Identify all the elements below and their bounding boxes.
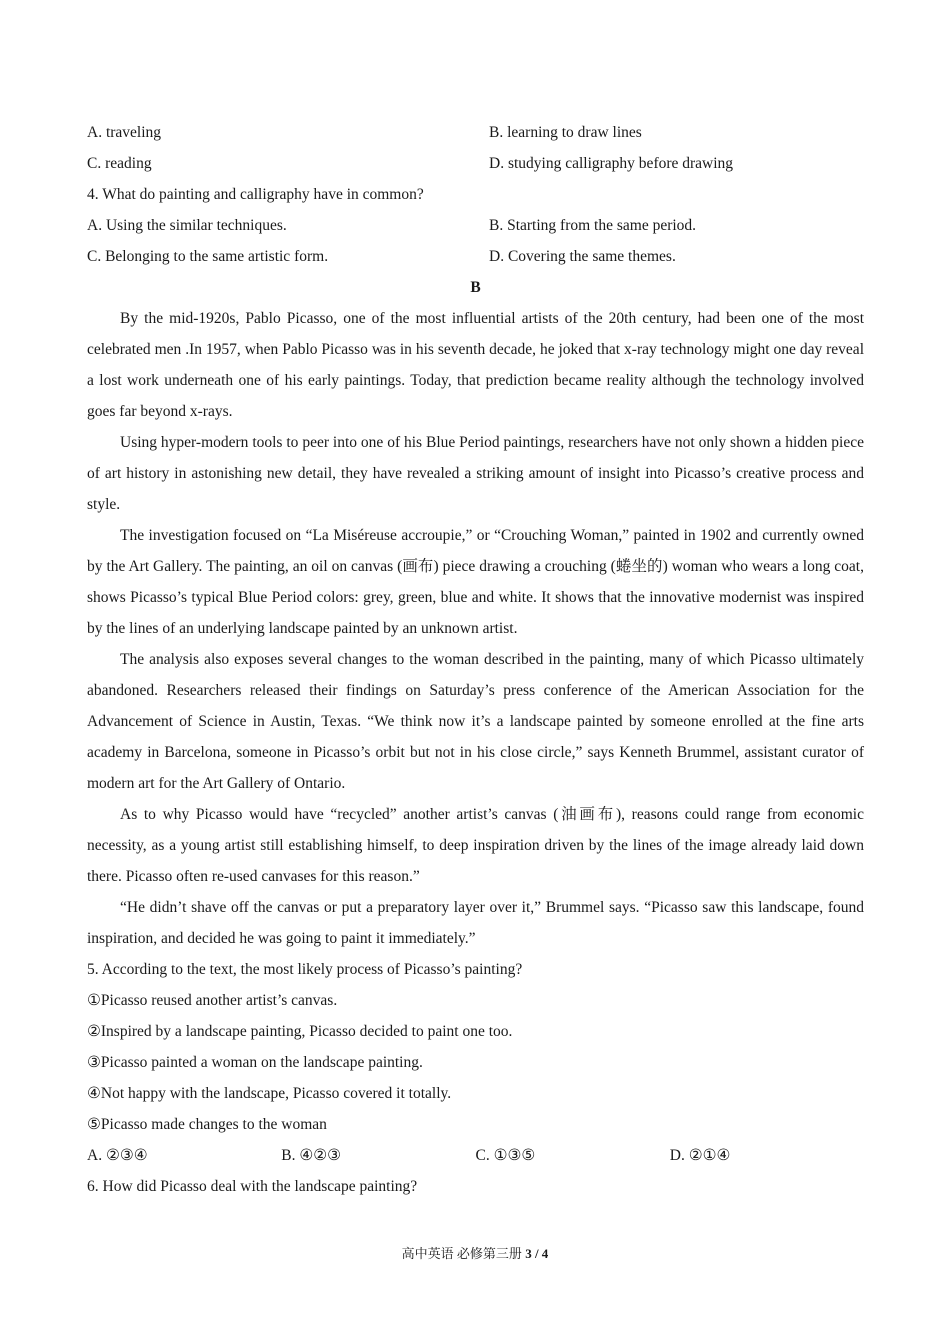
q5-option-a: A. ②③④ xyxy=(87,1147,148,1164)
q5-statement-4: ④Not happy with the landscape, Picasso covered it totally. xyxy=(87,1085,452,1102)
q4-options-row-2 xyxy=(87,241,864,272)
q4-option-a: A. Using the similar techniques. xyxy=(87,217,287,234)
q5-question: 5. According to the text, the most likely process of Picasso’s painting? xyxy=(87,961,523,978)
passage-paragraph-6: “He didn’t shave off the canvas or put a preparatory layer over it,” Brummel says. “Picasso saw this landscape, found inspiration, and decided he was going to paint it immediately.” xyxy=(87,899,864,947)
q5-options-row xyxy=(87,1140,864,1171)
footer-page-number: 3 / 4 xyxy=(525,1246,549,1261)
section-heading: B xyxy=(470,279,481,296)
footer-subject: 高中英语 必修第三册 xyxy=(401,1246,526,1261)
q5-statement-5: ⑤Picasso made changes to the woman xyxy=(87,1116,327,1133)
q4-options-row-1 xyxy=(87,210,864,241)
passage-paragraph-3: The investigation focused on “La Miséreuse accroupie,” or “Crouching Woman,” painted in 1902 and currently owned by the Art Gallery. The painting, an oil on canvas (画布) piece drawing a crouching (蜷坐的) woman who wears a long coat, shows Picasso’s typical Blue Period colors: grey, green, blue and white. It shows that the innovative modernist was inspired by the lines of an underlying landscape painted by an unknown artist. xyxy=(87,527,864,637)
document-body xyxy=(87,117,864,1202)
passage-paragraph-1: By the mid-1920s, Pablo Picasso, one of the most influential artists of the 20th century, had been one of the most celebrated men .In 1957, when Pablo Picasso was in his seventh decade, he joked that x-ray technology might one day reveal a lost work underneath one of his early paintings. Today, that prediction became reality although the technology involved goes far beyond x-rays. xyxy=(87,310,864,420)
q6-question: 6. How did Picasso deal with the landscape painting? xyxy=(87,1178,418,1195)
q4-option-d: D. Covering the same themes. xyxy=(489,248,676,265)
passage-paragraph-4: The analysis also exposes several changes to the woman described in the painting, many of which Picasso ultimately abandoned. Researchers released their findings on Saturday’s press conference of the American Association for the Advancement of Science in Austin, Texas. “We think now it’s a landscape painted by someone enrolled at the fine arts academy in Barcelona, someone in Picasso’s orbit but not in his close circle,” says Kenneth Brummel, assistant curator of modern art for the Art Gallery of Ontario. xyxy=(87,651,864,792)
q5-statement-3: ③Picasso painted a woman on the landscape painting. xyxy=(87,1054,423,1071)
passage-paragraph-2: Using hyper-modern tools to peer into one of his Blue Period paintings, researchers have not only shown a hidden piece of art history in astonishing new detail, they have revealed a striking amount of insight into Picasso’s creative process and style. xyxy=(87,434,864,513)
q3-option-b: B. learning to draw lines xyxy=(489,124,642,141)
q5-option-c: C. ①③⑤ xyxy=(475,1147,536,1164)
q4-option-c: C. Belonging to the same artistic form. xyxy=(87,248,329,265)
q5-option-b: B. ④②③ xyxy=(281,1147,342,1164)
q5-option-d: D. ②①④ xyxy=(669,1147,731,1164)
q3-option-a: A. traveling xyxy=(87,124,162,141)
q4-question: 4. What do painting and calligraphy have in common? xyxy=(87,186,424,203)
passage-paragraph-5: As to why Picasso would have “recycled” another artist’s canvas (油画布), reasons could range from economic necessity, as a young artist still establishing himself, to deep inspiration driven by the lines of the image already laid down there. Picasso often re-used canvases for this reason.” xyxy=(87,806,864,885)
q3-options-row-1 xyxy=(87,117,864,148)
q3-options-row-2 xyxy=(87,148,864,179)
q3-option-d: D. studying calligraphy before drawing xyxy=(489,155,734,172)
q3-option-c: C. reading xyxy=(87,155,152,172)
q5-statement-2: ②Inspired by a landscape painting, Picasso decided to paint one too. xyxy=(87,1023,513,1040)
page-footer xyxy=(0,1244,950,1264)
q4-option-b: B. Starting from the same period. xyxy=(489,217,697,234)
q5-statement-1: ①Picasso reused another artist’s canvas. xyxy=(87,992,338,1009)
